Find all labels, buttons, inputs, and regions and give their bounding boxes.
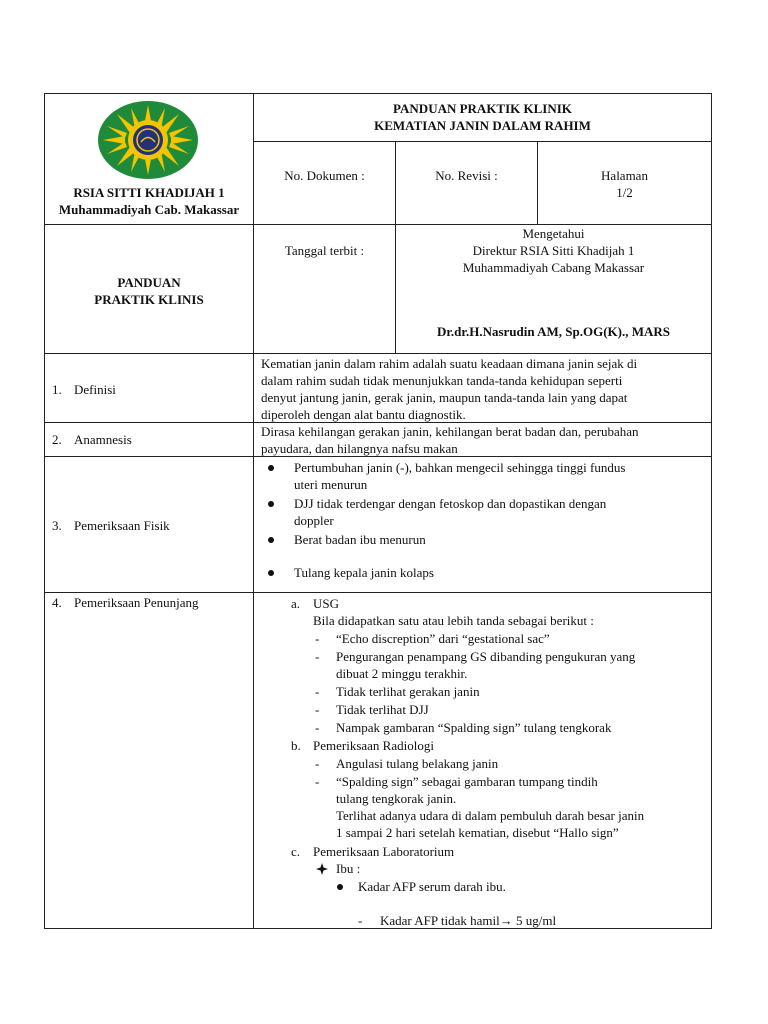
usg-item: Pengurangan penampang GS dibanding pengukuran yang (336, 649, 636, 664)
section-label-definisi: Definisi (74, 382, 116, 397)
dash-marker: - (315, 649, 320, 664)
table-divider-col (253, 93, 254, 929)
dash-marker: - (315, 720, 320, 735)
radiologi-item-cont: tulang tengkorak janin. (336, 791, 457, 806)
dash-marker: - (315, 684, 320, 699)
bullet-icon (268, 501, 274, 507)
usg-item-cont: dibuat 2 minggu terakhir. (336, 666, 468, 681)
direktur-title: Direktur RSIA Sitti Khadijah 1 (472, 243, 635, 258)
table-divider-row (44, 353, 712, 354)
bullet-icon (268, 537, 274, 543)
org-name: RSIA SITTI KHADIJAH 1 (73, 185, 225, 200)
section-number: 3. (52, 518, 62, 533)
signatory-name: Dr.dr.H.Nasrudin AM, Sp.OG(K)., MARS (436, 324, 671, 339)
fisik-item: Tulang kepala janin kolaps (294, 565, 434, 580)
dash-marker: - (315, 631, 320, 646)
bullet-icon (268, 570, 274, 576)
section-number: 1. (52, 382, 62, 397)
org-branch: Muhammadiyah Cab. Makassar (58, 202, 240, 217)
table-divider-row (253, 141, 712, 142)
usg-item: “Echo discreption” dari “gestational sac” (336, 631, 550, 646)
laboratorium-title: Pemeriksaan Laboratorium (313, 844, 455, 859)
usg-item: Tidak terlihat DJJ (336, 702, 429, 717)
usg-item: Nampak gambaran “Spalding sign” tulang tengkorak (336, 720, 612, 735)
fisik-item: DJJ tidak terdengar dengan fetoskop dan dopastikan dengan (294, 496, 607, 511)
fisik-item-cont: doppler (294, 513, 334, 528)
usg-title: USG (313, 596, 340, 611)
ibu-label: Ibu : (336, 861, 361, 876)
list-marker: a. (291, 596, 301, 611)
laboratorium-item: Kadar AFP tidak hamil→ 5 ug/ml (380, 913, 557, 928)
definisi-text: Kematian janin dalam rahim adalah suatu keadaan dimana janin sejak di (261, 356, 638, 371)
definisi-text: denyut jantung janin, gerak janin, maupun tanda-tanda lain yang dapat (261, 390, 628, 405)
tanggal-terbit-label: Tanggal terbit : (284, 243, 365, 258)
usg-intro: Bila didapatkan satu atau lebih tanda sebagai berikut : (313, 613, 594, 628)
usg-item: Tidak terlihat gerakan janin (336, 684, 480, 699)
fisik-item: Pertumbuhan janin (-), bahkan mengecil sehingga tinggi fundus (294, 460, 626, 475)
section-label-penunjang: Pemeriksaan Penunjang (74, 595, 199, 610)
table-border-bottom (44, 928, 712, 929)
radiologi-item-cont: Terlihat adanya udara di dalam pembuluh darah besar janin (336, 808, 645, 823)
list-marker: c. (291, 844, 301, 859)
section-label-fisik: Pemeriksaan Fisik (74, 518, 170, 533)
dash-marker: - (315, 774, 320, 789)
document-title-line1: PANDUAN PRAKTIK KLINIK (393, 101, 572, 116)
bullet-icon (337, 884, 343, 890)
no-revisi-label: No. Revisi : (435, 168, 498, 183)
fisik-item-cont: uteri menurun (294, 477, 368, 492)
table-border-top (44, 93, 712, 94)
radiologi-item: “Spalding sign” sebagai gambaran tumpang tindih (336, 774, 598, 789)
section-label-anamnesis: Anamnesis (74, 432, 132, 447)
radiologi-title: Pemeriksaan Radiologi (313, 738, 434, 753)
definisi-text: dalam rahim sudah tidak menunjukkan tanda-tanda kehidupan seperti (261, 373, 623, 388)
radiologi-item-cont: 1 sampai 2 hari setelah kematian, disebut “Hallo sign” (336, 825, 619, 840)
table-border-right (711, 93, 712, 929)
section-number: 2. (52, 432, 62, 447)
diamond-bullet-icon (316, 862, 328, 874)
muhammadiyah-sun-logo (97, 100, 199, 180)
panduan-label-line2: PRAKTIK KLINIS (94, 292, 204, 307)
dash-marker: - (315, 756, 320, 771)
dash-marker: - (358, 913, 363, 928)
table-divider-row (44, 592, 712, 593)
mengetahui-label: Mengetahui (522, 226, 585, 241)
list-marker: b. (291, 738, 301, 753)
panduan-label: PANDUAN (117, 275, 181, 290)
bullet-icon (268, 465, 274, 471)
laboratorium-item: Kadar AFP serum darah ibu. (358, 879, 506, 894)
direktur-institution: Muhammadiyah Cabang Makassar (462, 260, 645, 275)
section-number: 4. (52, 595, 62, 610)
anamnesis-text: Dirasa kehilangan gerakan janin, kehilangan berat badan dan, perubahan (261, 424, 639, 439)
definisi-text: diperoleh dengan alat bantu diagnostik. (261, 407, 466, 422)
dash-marker: - (315, 702, 320, 717)
halaman-label: Halaman (601, 168, 648, 183)
no-dokumen-label: No. Dokumen : (284, 168, 365, 183)
halaman-value: 1/2 (616, 185, 633, 200)
document-title-line2: KEMATIAN JANIN DALAM RAHIM (374, 118, 591, 133)
radiologi-item: Angulasi tulang belakang janin (336, 756, 499, 771)
fisik-item: Berat badan ibu menurun (294, 532, 426, 547)
anamnesis-text: payudara, dan hilangnya nafsu makan (261, 441, 458, 456)
